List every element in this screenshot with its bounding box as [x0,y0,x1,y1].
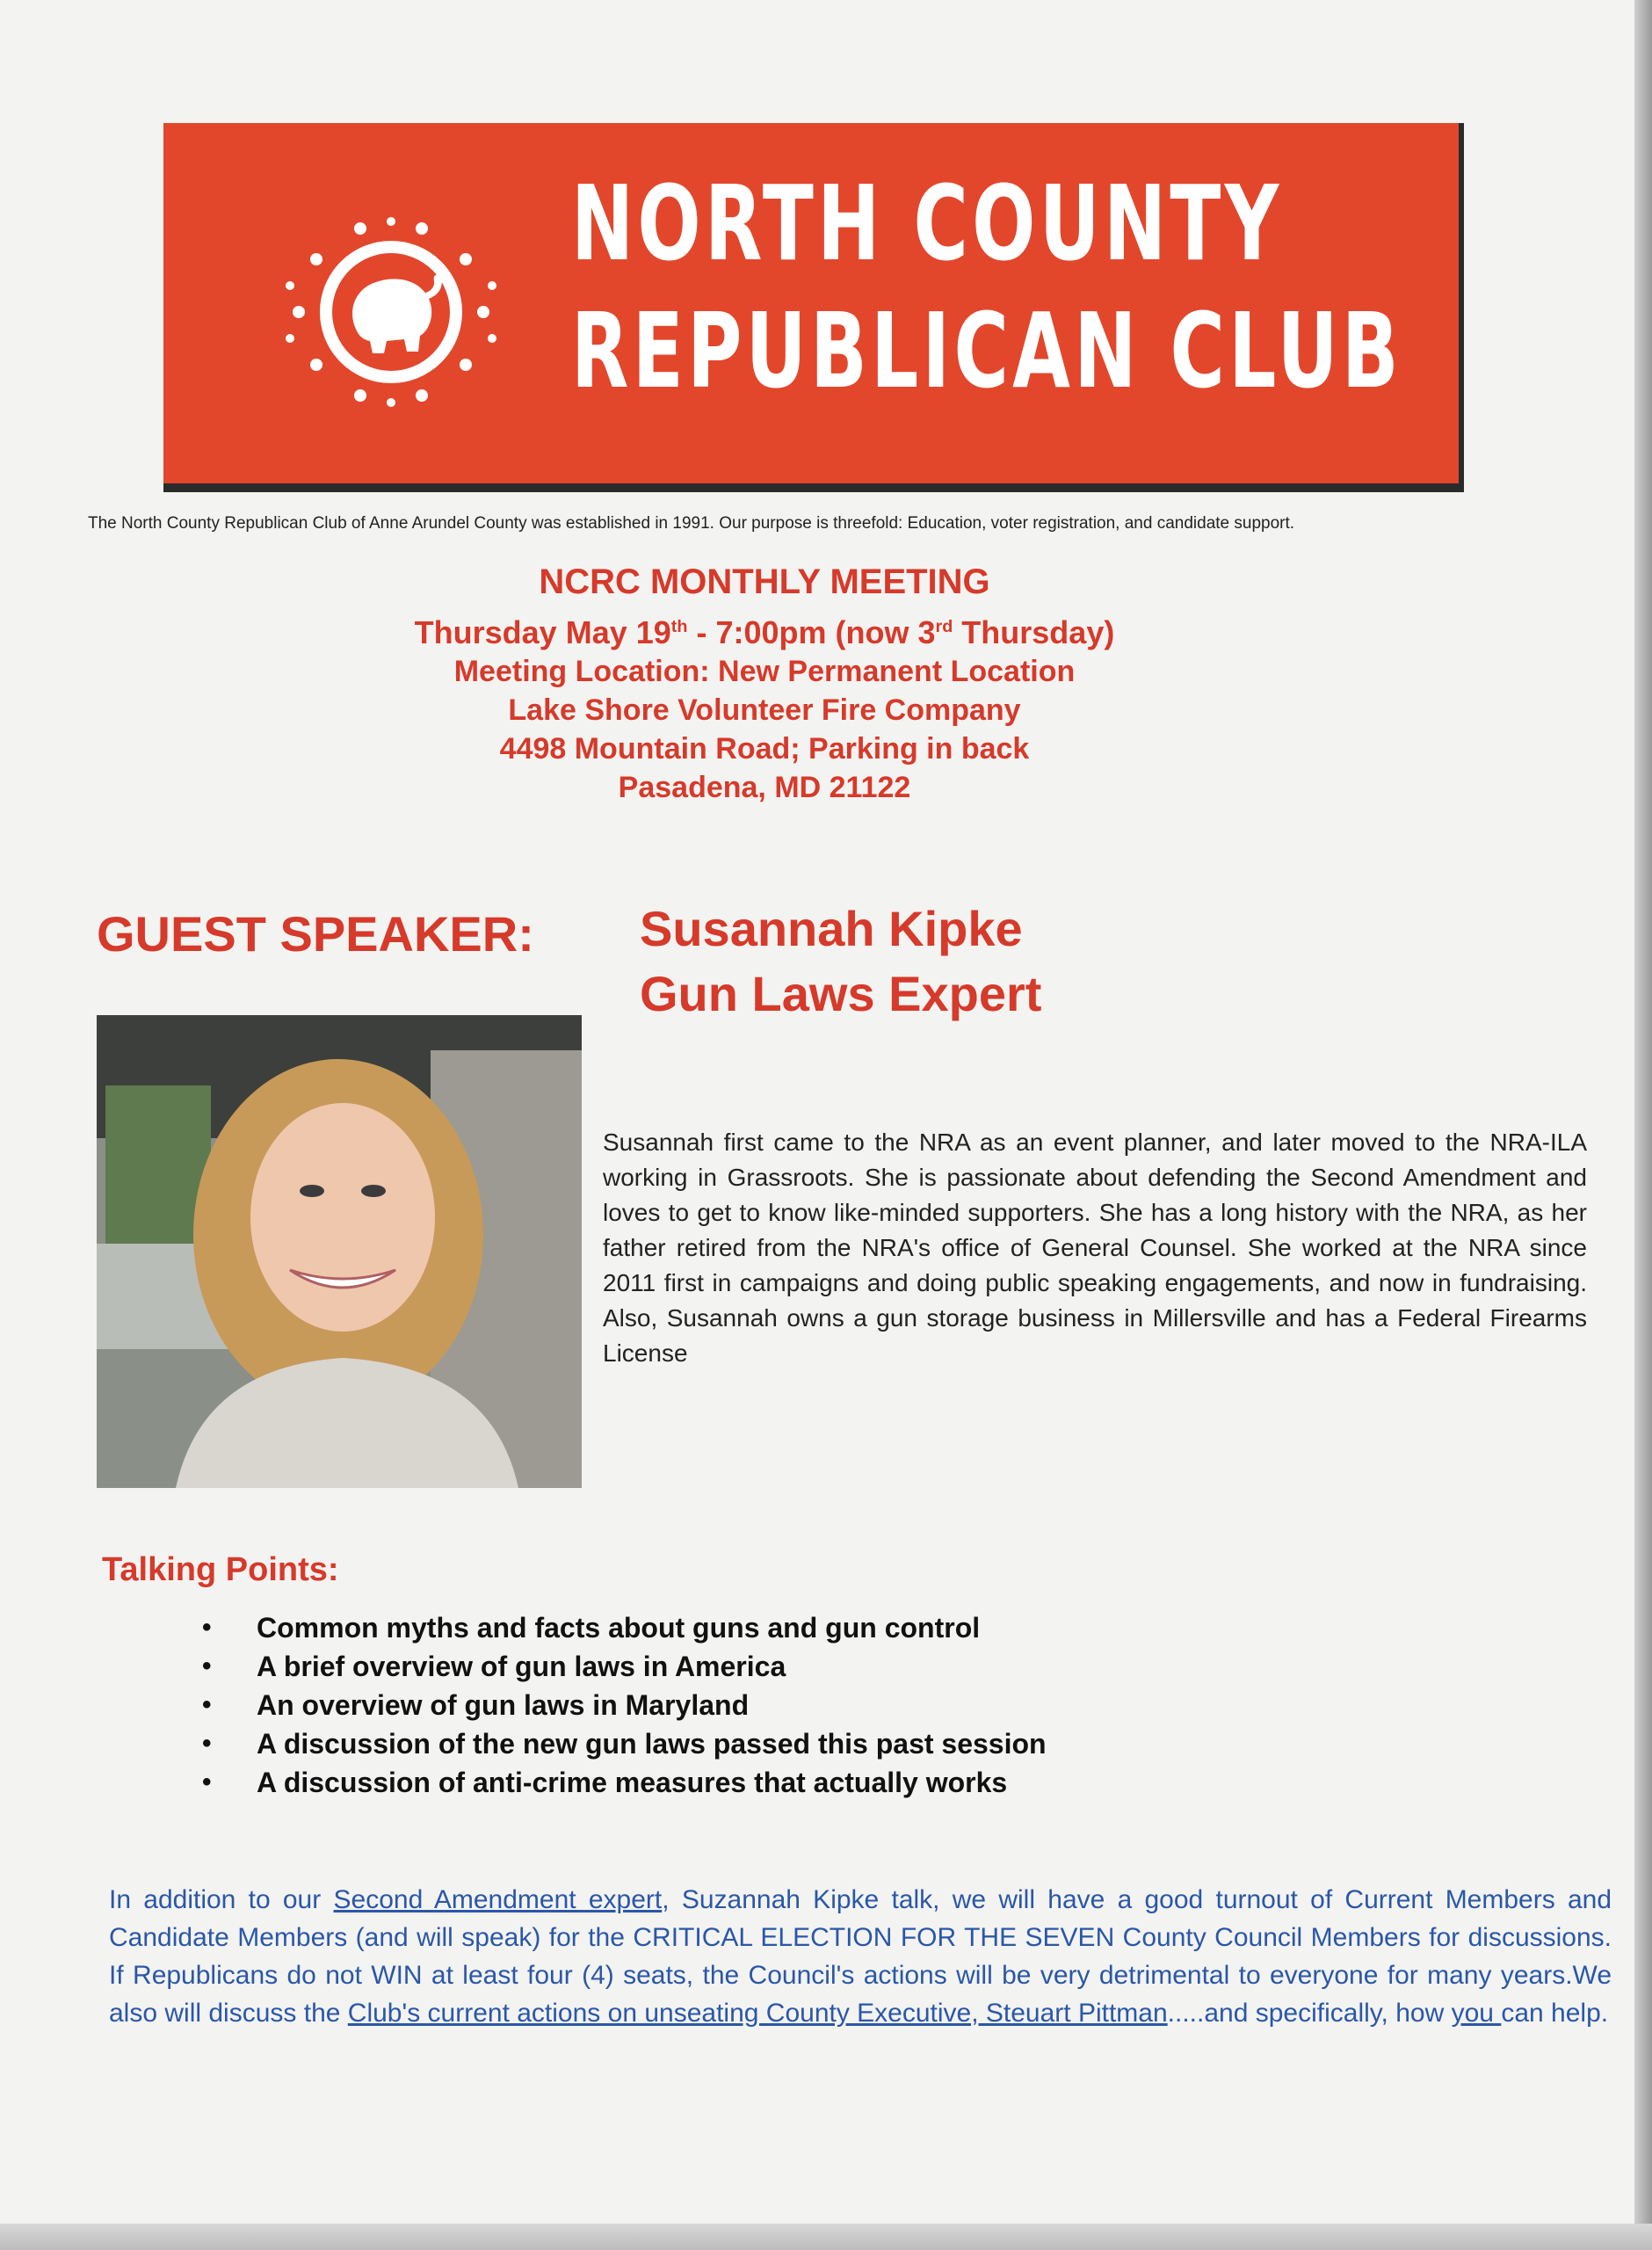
you-link[interactable]: you [1451,1999,1502,2028]
speaker-photo [97,1015,582,1488]
club-purpose: The North County Republican Club of Anne Arundel County was established in 1991. Our purpose is threefold: Education, voter registration, and candidate support. [88,514,1295,533]
list-item: • Common myths and facts about guns and gun control [202,1608,1520,1647]
page-bottom-edge [0,2224,1652,2250]
talking-points-list [202,1608,1520,1802]
list-item: • An overview of gun laws in Maryland [202,1686,1520,1724]
bullet-icon: • [202,1690,212,1719]
meeting-title: NCRC MONTHLY MEETING [539,562,990,601]
second-amendment-link[interactable]: Second Amendment expert [333,1885,663,1914]
list-item: • A discussion of anti-crime measures that actually works [202,1763,1520,1802]
meeting-address: 4498 Mountain Road; Parking in back [499,732,1030,766]
meeting-date: Thursday May 19th - 7:00pm (now 3rd Thursday) [414,614,1115,650]
meeting-venue: Lake Shore Volunteer Fire Company [508,693,1021,727]
elephant-sun-icon [264,211,518,413]
bullet-icon: • [202,1613,212,1642]
guest-speaker-name [640,896,1041,1027]
bullet-icon: • [202,1767,212,1796]
speaker-name: Susannah Kipke [640,901,1023,956]
talking-points-title: Talking Points: [102,1551,339,1588]
meeting-location: Meeting Location: New Permanent Location [453,655,1076,688]
banner-title-line2: REPUBLICAN CLUB [571,290,1403,411]
bullet-icon: • [202,1651,212,1680]
list-item: • A brief overview of gun laws in America [202,1647,1520,1686]
bullet-icon: • [202,1729,212,1758]
monitor-edge [1634,0,1652,2250]
meeting-city: Pasadena, MD 21122 [618,771,911,804]
meeting-info [0,562,1652,807]
list-item: • A discussion of the new gun laws passed this past session [202,1724,1520,1763]
guest-speaker-label: GUEST SPEAKER: [97,906,534,962]
closing-paragraph: In addition to our Second Amendment expert, Suzannah Kipke talk, we will have a good turnout of Current Members and Candidate Members (and will speak) for the CRITICAL ELECTION FOR THE SEVEN County Council Members for discussions. If Republicans do not WIN at least four (4) seats, the Council's actions will be very detrimental to everyone for many years.We also will discuss the Club's current actions on unseating County Executive, Steuart Pittman.....and specifically, how you can help. [109,1885,1612,2028]
speaker-bio: Susannah first came to the NRA as an event planner, and later moved to the NRA-ILA working in Grassroots. She is passionate about defending the Second Amendment and loves to get to know like-minded supporters. She has a long history with the NRA, as her father retired from the NRA's office of General Counsel. She worked at the NRA since 2011 first in campaigns and doing public speaking engagements, and now in fundraising. Also, Susannah owns a gun storage business in Millersville and has a Federal Firearms License [603,1129,1587,1367]
speaker-title: Gun Laws Expert [640,966,1042,1021]
banner-title-line1: NORTH COUNTY [571,163,1283,284]
club-actions-link[interactable]: Club's current actions on unseating County Executive, Steuart Pittman [347,1999,1168,2028]
